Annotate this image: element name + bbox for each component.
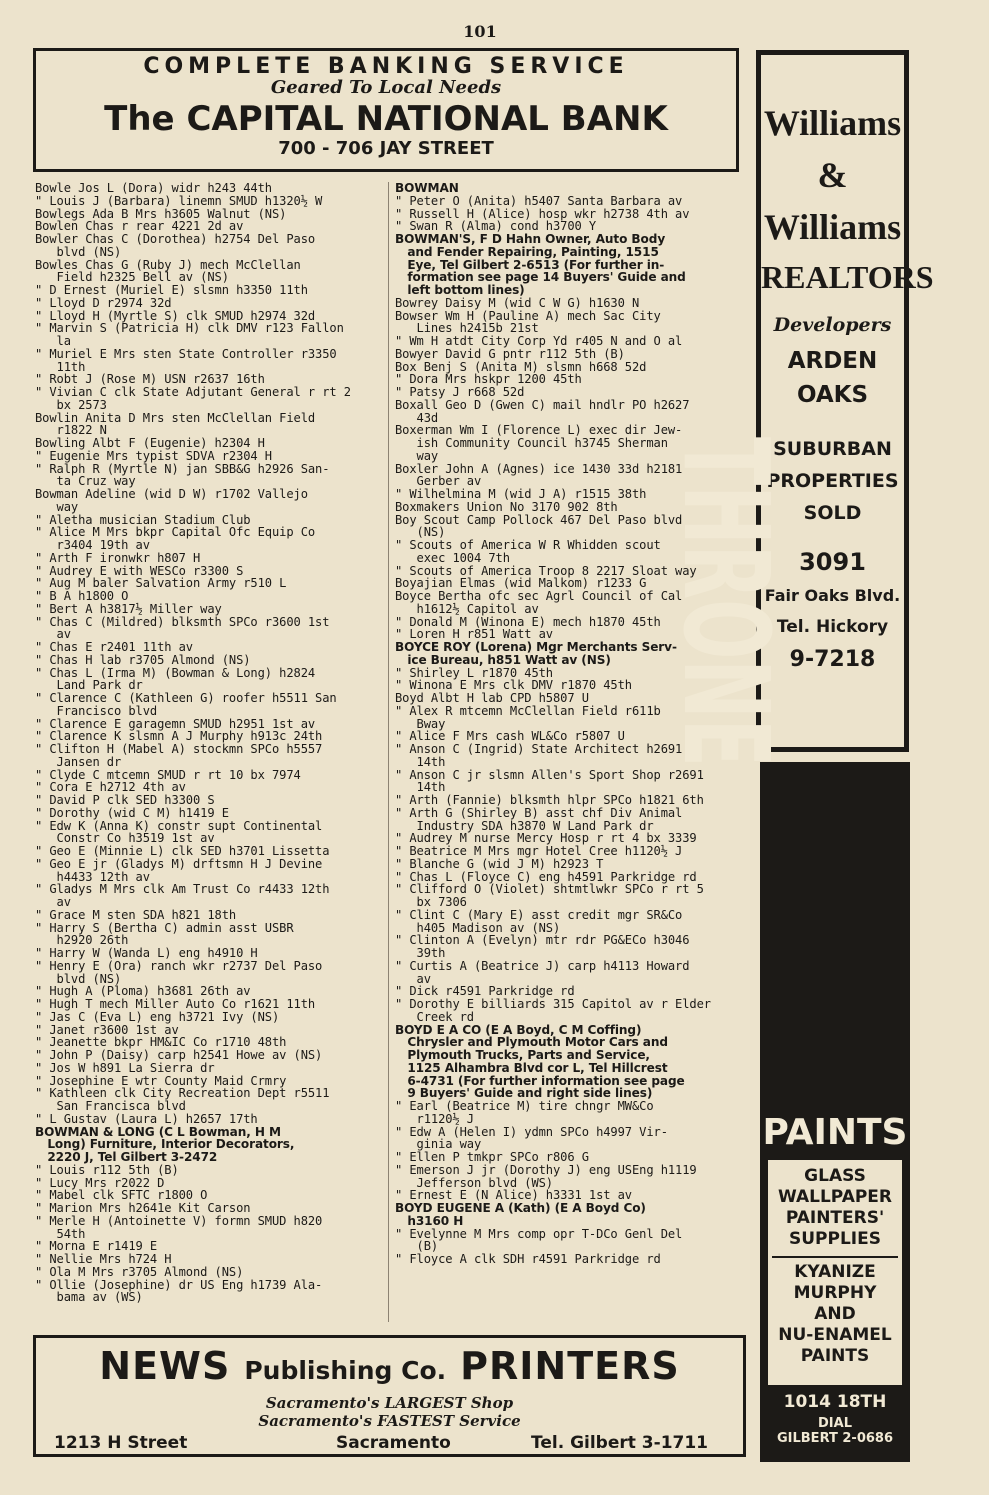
directory-entry: r1120½ J [395,1111,474,1126]
directory-entry: " Edw A (Helen I) ydmn SPCo h4997 Vir- [395,1124,668,1139]
directory-entry: " Blanche G (wid J M) h2923 T [395,856,604,871]
directory-entry: " Nellie Mrs h724 H [35,1252,172,1266]
directory-entry: BOWMAN & LONG (C L Bowman, H M [35,1124,281,1139]
directory-entry: " Janet r3600 1st av [35,1022,179,1037]
directory-entry: Jansen dr [35,754,122,769]
directory-entry: ice Bureau, h851 Watt av (NS) [395,652,611,667]
developers-label: Developers [773,314,892,336]
directory-entry: h2920 26th [35,933,129,948]
directory-entry: Boxall Geo D (Gwen C) mail hndlr PO h2627 [395,397,690,412]
directory-entry: " Beatrice M Mrs mgr Hotel Cree h1120½ J [395,844,683,858]
directory-entry: " Jos W h891 La Sierra dr [35,1060,215,1075]
directory-entry: Boyd Albt H lab CPD h5807 U [395,691,589,705]
directory-entry: " Dorothy (wid C M) h1419 E [35,805,229,820]
directory-entry: " Clifford O (Violet) shtmtlwkr SPCo r rt 5 [395,882,704,897]
directory-entry: 14th [395,780,446,795]
directory-entry: (NS) [395,525,446,540]
directory-entry: " Ellen P tmkpr SPCo r806 G [395,1150,589,1164]
directory-entry: Bowling Albt F (Eugenie) h2304 H [35,436,265,450]
directory-entry: 43d [395,410,439,425]
directory-entry: ta Cruz way [35,474,136,489]
directory-entry: " Geo E jr (Gladys M) drftsmn H J Devine [35,856,323,871]
directory-entry: " Alice F Mrs cash WL&Co r5807 U [395,729,625,744]
directory-entry: " Wilhelmina M (wid J A) r1515 38th [395,487,647,501]
directory-entry: bx 7306 [395,895,467,909]
product-painters: PAINTERS' [785,1208,885,1228]
column-divider [388,182,389,1322]
directory-entry: left bottom lines) [395,283,525,297]
directory-entry: " Edw K (Anna K) constr supt Continental [35,818,323,833]
directory-entry: " Clifton H (Mabel A) stockmn SPCo h5557 [35,742,323,756]
printers-word: PRINTERS [460,1344,680,1388]
directory-entry: " Marion Mrs h2641e Kit Carson [35,1201,251,1215]
directory-entry: bx 2573 [35,397,107,412]
williams-street: Fair Oaks Blvd. [764,586,901,605]
directory-entry: BOWMAN [395,181,459,195]
directory-entry: " Arth (Fannie) blksmth hlpr SPCo h1821 6th [395,793,704,807]
directory-entry: " Emerson J jr (Dorothy J) eng USEng h1119 [395,1162,697,1177]
williams-name-1: Williams [763,103,902,143]
williams-phone: 9-7218 [789,647,876,672]
directory-entry: Bowrey Daisy M (wid C W G) h1630 N [395,295,640,310]
directory-entry: " Gladys M Mrs clk Am Trust Co r4433 12th [35,882,330,897]
directory-entry: Field h2325 Bell av (NS) [35,270,229,285]
news-ad-street: 1213 H Street [54,1433,188,1453]
directory-entry: Bowyer David G pntr r112 5th (B) [395,346,625,361]
directory-entry: Boxler John A (Agnes) ice 1430 33d h2181 [395,461,683,476]
directory-entry: Bowlin Anita D Mrs sten McClellan Field [35,410,316,425]
directory-entry: " Clinton A (Evelyn) mtr rdr PG&ECo h3046 [395,933,690,948]
brand-murphy: MURPHY [793,1283,877,1303]
directory-entry: ish Community Council h3745 Sherman [395,436,668,450]
directory-entry: " Jas C (Eva L) eng h3721 Ivy (NS) [35,1009,280,1024]
directory-entry: " Ralph R (Myrtle N) jan SBB&G h2926 San- [35,461,330,476]
directory-entry: Industry SDA h3870 W Land Park dr [395,818,654,833]
directory-entry: " Mabel clk SFTC r1800 O [35,1188,208,1203]
directory-entry: " Dick r4591 Parkridge rd [395,984,575,999]
williams-ampersand: & [817,155,848,195]
directory-entry: Boxerman Wm I (Florence L) exec dir Jew- [395,423,683,438]
bank-ad-line1: COMPLETE BANKING SERVICE [143,54,629,79]
directory-entry: " Anson C (Ingrid) State Architect h2691 [395,742,683,756]
directory-entry: " Muriel E Mrs sten State Controller r3350 [35,346,337,361]
williams-name-2: Williams [763,207,902,247]
throne-paints-label: PAINTS [762,1112,908,1153]
news-ad-city: Sacramento [336,1433,451,1453]
bank-ad-name: The CAPITAL NATIONAL BANK [104,99,668,139]
directory-entry: 39th [395,946,446,960]
directory-entry: " Evelynne M Mrs comp opr T-DCo Genl Del [395,1226,683,1241]
directory-entry: " Merle H (Antoinette V) formn SMUD h820 [35,1213,323,1228]
directory-entry: " Arth F ironwkr h807 H [35,550,201,565]
news-publishing-ad [33,1335,746,1457]
directory-entry: 9 Buyers' Guide and right side lines) [395,1086,653,1101]
directory-entry: 14th [395,754,446,769]
directory-entry: Gerber av [395,474,482,489]
directory-entry: " Aletha musician Stadium Club [35,512,251,527]
directory-entry: " Ernest E (N Alice) h3331 1st av [395,1188,632,1203]
directory-entry: Bowman Adeline (wid D W) r1702 Vallejo [35,487,308,501]
product-glass: GLASS [804,1166,866,1186]
directory-entry: " Cora E h2712 4th av [35,780,186,795]
news-ad-tagline-1: Sacramento's LARGEST Shop [265,1394,514,1412]
directory-entry: " D Ernest (Muriel E) slsmn h3350 11th [35,283,308,297]
directory-entry: Chrysler and Plymouth Motor Cars and [395,1035,668,1050]
directory-entry: way [395,448,439,463]
brand-nu-enamel: NU-ENAMEL [778,1325,892,1345]
directory-entry: " Chas E r2401 11th av [35,640,193,654]
directory-entry: " Hugh T mech Miller Auto Co r1621 11th [35,997,316,1011]
directory-entry: " Scouts of America W R Whidden scout [395,538,661,552]
directory-entry: " Ola M Mrs r3705 Almond (NS) [35,1264,244,1279]
directory-entry: " Patsy J r668 52d [395,385,525,399]
directory-entry: blvd (NS) [35,971,122,986]
directory-entry: blvd (NS) [35,244,122,259]
directory-entry: " Winona E Mrs clk DMV r1870 45th [395,678,632,693]
directory-entry: " Ollie (Josephine) dr US Eng h1739 Ala- [35,1277,323,1292]
directory-entry: r3404 19th av [35,538,150,552]
directory-column-left [35,182,385,1304]
directory-entry: " Lloyd D r2974 32d [35,295,172,310]
directory-entry: Boyce Bertha ofc sec Agrl Council of Cal [395,589,683,603]
directory-entry: Bowser Wm H (Pauline A) mech Sac City [395,308,661,323]
directory-entry: " Robt J (Rose M) USN r2637 16th [35,372,265,387]
news-ad-headline [36,1344,743,1388]
directory-entry: Bowle Jos L (Dora) widr h243 44th [35,181,272,195]
properties-label: PROPERTIES [766,470,899,492]
directory-entry: r1822 N [35,423,107,438]
directory-entry: Boyajian Elmas (wid Malkom) r1233 G [395,576,647,591]
brand-and: AND [814,1304,856,1324]
directory-entry: h3160 H [395,1213,464,1228]
bank-ad-address: 700 - 706 JAY STREET [278,138,494,159]
directory-entry: formation see page 14 Buyers' Guide and [395,270,686,285]
directory-entry: " Scouts of America Troop 8 2217 Sloat way [395,563,697,578]
directory-entry: " Morna E r1419 E [35,1239,158,1254]
directory-entry: 11th [35,359,86,374]
directory-entry: " Peter O (Anita) h5407 Santa Barbara av [395,193,683,208]
directory-entry: " Clarence C (Kathleen G) roofer h5511 San [35,691,337,705]
directory-entry: " Alice M Mrs bkpr Capital Ofc Equip Co [35,525,316,540]
directory-entry: " Chas L (Floyce C) eng h4591 Parkridge rd [395,869,697,884]
directory-entry: " Alex R mtcemn McClellan Field r611b [395,703,661,718]
directory-entry: " Clint C (Mary E) asst credit mgr SR&Co [395,907,683,922]
directory-entry: " B A h1800 O [35,589,129,603]
directory-entry: " Russell H (Alice) hosp wkr h2738 4th av [395,206,690,221]
directory-entry: Boy Scout Camp Pollock 467 Del Paso blvd [395,512,683,527]
directory-entry: BOWMAN'S, F D Hahn Owner, Auto Body [395,232,666,246]
oaks-label: OAKS [796,382,869,408]
directory-entry: " Marvin S (Patricia H) clk DMV r123 Fallon [35,321,344,336]
directory-entry: " Kathleen clk City Recreation Dept r5511 [35,1086,330,1101]
directory-entry: Bowles Chas G (Ruby J) mech McClellan [35,257,301,272]
directory-entry: BOYCE ROY (Lorena) Mgr Merchants Serv- [395,640,677,654]
directory-entry: " Josephine E wtr County Maid Crmry [35,1073,287,1088]
directory-entry: " Loren H r851 Watt av [395,627,553,642]
directory-entry: " Wm H atdt City Corp Yd r405 N and O al [395,334,683,348]
directory-entry: av [35,627,71,642]
directory-entry: av [395,971,431,986]
directory-entry: " Jeanette bkpr HM&IC Co r1710 48th [35,1035,287,1050]
directory-entry: " Anson C jr slsmn Allen's Sport Shop r2691 [395,767,704,782]
directory-entry: Bowlen Chas r rear 4221 2d av [35,219,244,234]
directory-entry: Boxmakers Union No 3170 902 8th [395,499,618,514]
directory-entry: BOYD EUGENE A (Kath) (E A Boyd Co) [395,1201,646,1215]
directory-entry: " Dorothy E billiards 315 Capitol av r Elder [395,997,711,1011]
brand-paints: PAINTS [800,1346,870,1366]
throne-phone: GILBERT 2-0686 [776,1431,894,1446]
publishing-word: Publishing Co. [244,1356,447,1385]
directory-entry: " Harry S (Bertha C) admin asst USBR [35,920,294,935]
news-ad-tagline-2: Sacramento's FASTEST Service [258,1412,521,1430]
directory-entry: (B) [395,1239,439,1254]
directory-entry: h405 Madison av (NS) [395,920,561,935]
page-number: 101 [463,22,497,41]
directory-entry: Plymouth Trucks, Parts and Service, [395,1048,650,1062]
directory-entry: " Harry W (Wanda L) eng h4910 H [35,946,258,960]
directory-entry: " Chas C (Mildred) blksmth SPCo r3600 1st [35,614,330,629]
directory-entry: " Chas L (Irma M) (Bowman & Long) h2824 [35,665,316,680]
directory-entry: " Shirley L r1870 45th [395,665,553,680]
product-supplies: SUPPLIES [789,1229,881,1249]
directory-entry: " Clyde C mtcemn SMUD r rt 10 bx 7974 [35,767,301,782]
directory-entry: " Clarence E garagemn SMUD h2951 1st av [35,716,316,731]
directory-entry: " Swan R (Alma) cond h3700 Y [395,219,597,234]
brand-kyanize: KYANIZE [794,1262,876,1282]
directory-entry: Jefferson blvd (WS) [395,1175,553,1190]
williams-street-number: 3091 [799,548,866,576]
directory-entry: Land Park dr [35,678,143,693]
news-word: NEWS [99,1344,231,1388]
directory-entry: 1125 Alhambra Blvd cor L, Tel Hillcrest [395,1060,668,1075]
directory-entry: " Audrey E with WESCo r3300 S [35,563,244,578]
directory-entry: Creek rd [395,1009,474,1024]
directory-entry: la [35,334,71,348]
directory-entry: " Dora Mrs hskpr 1200 45th [395,372,582,387]
directory-entry: " David P clk SED h3300 S [35,793,215,807]
directory-entry: " John P (Daisy) carp h2541 Howe av (NS) [35,1048,323,1062]
directory-entry: Lines h2415b 21st [395,321,539,336]
directory-entry: " Arth G (Shirley B) asst chf Div Animal [395,805,683,820]
directory-entry: Bowler Chas C (Dorothea) h2754 Del Paso [35,232,316,246]
directory-entry: bama av (WS) [35,1290,143,1305]
suburban-label: SUBURBAN [773,438,892,460]
directory-entry: " Vivian C clk State Adjutant General r rt 2 [35,385,351,399]
directory-entry: " Lucy Mrs r2022 D [35,1175,165,1190]
directory-entry: " Hugh A (Ploma) h3681 26th av [35,984,251,999]
directory-entry: Bway [395,716,446,731]
product-wallpaper: WALLPAPER [777,1187,893,1207]
realtors-label: REALTORS [761,259,934,295]
directory-entry: " Lloyd H (Myrtle S) clk SMUD h2974 32d [35,308,316,323]
sold-label: SOLD [803,502,862,524]
directory-entry: 2220 J, Tel Gilbert 3-2472 [35,1150,218,1164]
directory-entry: " Louis J (Barbara) linemn SMUD h1320½ W [35,193,323,208]
directory-entry: h4433 12th av [35,869,150,884]
throne-word: THRONE [657,437,795,987]
directory-entry: Box Benj S (Anita M) slsmn h668 52d [395,359,647,374]
directory-entry: Bowlegs Ada B Mrs h3605 Walnut (NS) [35,206,287,221]
arden-label: ARDEN [787,348,878,374]
throne-address-block [760,1384,910,1446]
news-ad-phone: Tel. Gilbert 3-1711 [531,1433,709,1453]
directory-entry: " Geo E (Minnie L) clk SED h3701 Lissetta [35,844,330,858]
directory-entry: BOYD E A CO (E A Boyd, C M Coffing) [395,1022,642,1037]
directory-entry: " Henry E (Ora) ranch wkr r2737 Del Paso [35,958,323,973]
directory-entry: " Louis r112 5th (B) [35,1162,179,1177]
directory-entry: " Grace M sten SDA h821 18th [35,907,237,922]
directory-entry: " Clarence K slsmn A J Murphy h913c 24th [35,729,323,744]
directory-entry: " Chas H lab r3705 Almond (NS) [35,652,251,667]
throne-address: 1014 18TH [783,1392,887,1412]
directory-entry: and Fender Repairing, Painting, 1515 [395,244,659,259]
directory-entry: " L Gustav (Laura L) h2657 17th [35,1111,258,1126]
directory-entry: Long) Furniture, Interior Decorators, [35,1137,295,1152]
directory-entry: av [35,895,71,909]
directory-entry: " Eugenie Mrs typist SDVA r2304 H [35,448,272,463]
directory-entry: 6-4731 (For further information see page [395,1073,685,1088]
directory-entry: " Curtis A (Beatrice J) carp h4113 Howard [395,958,690,973]
directory-entry: Eye, Tel Gilbert 2-6513 (For further in- [395,257,665,272]
throne-dial: DIAL [818,1416,852,1431]
directory-entry: " Aug M baler Salvation Army r510 L [35,576,287,591]
directory-entry: " Audrey M nurse Mercy Hosp r rt 4 bx 3339 [395,831,697,846]
directory-entry: Constr Co h3519 1st av [35,831,215,846]
directory-entry: " Floyce A clk SDH r4591 Parkridge rd [395,1252,661,1266]
capital-national-bank-ad [33,48,739,172]
directory-entry: Francisco blvd [35,703,158,718]
directory-entry: way [35,499,79,514]
directory-entry: ginia way [395,1137,482,1152]
throne-products-box [768,1160,902,1385]
directory-entry: " Bert A h3817½ Miller way [35,601,222,616]
directory-entry: San Francisca blvd [35,1099,186,1113]
directory-entry: " Donald M (Winona E) mech h1870 45th [395,614,661,629]
bank-ad-line2: Geared To Local Needs [270,77,502,98]
williams-tel: Tel. Hickory [776,617,889,637]
directory-entry: 54th [35,1226,86,1241]
directory-entry: " Earl (Beatrice M) tire chngr MW&Co [395,1099,654,1113]
directory-entry: exec 1004 7th [395,550,510,565]
directory-entry: h1612½ Capitol av [395,601,539,616]
